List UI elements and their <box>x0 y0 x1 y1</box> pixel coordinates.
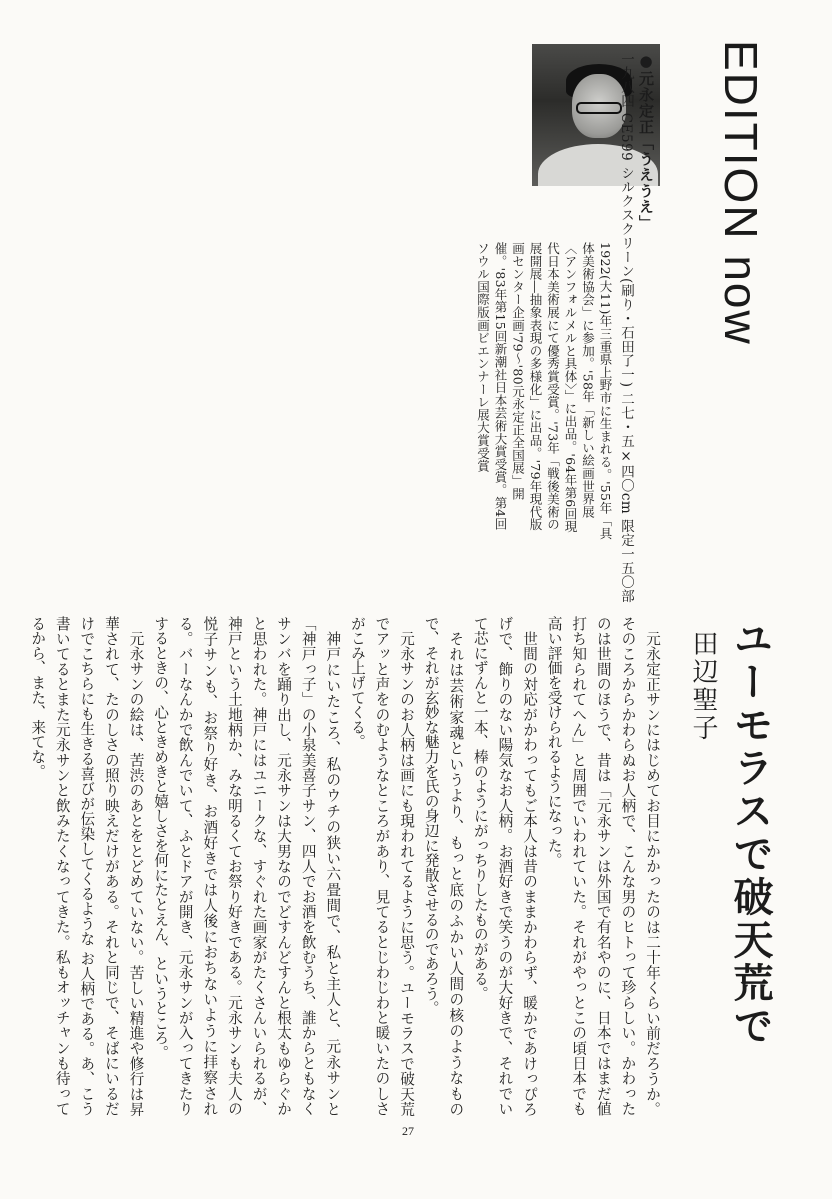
artwork-title: ●元永定正「うえうえ」 <box>637 52 655 231</box>
section-heading: EDITION now <box>715 40 767 346</box>
essay-paragraph: 世間の対応がかわってもご本人は昔のままかわらず、暖かであけっぴろげで、飾りのない陽気なお人柄。お酒好きで笑うのが大好きで、それでいて芯にずんと一本、棒のようにがっちりしたものがある。 <box>471 616 539 1116</box>
essay-author: 田辺聖子 <box>688 630 718 742</box>
essay-paragraph: 神戸にいたころ、私のウチの狭い六畳間で、私と主人と、元永サンと「神戸っ子」の小泉美喜子サン、四人でお酒を飲むうち、誰からともなくサンバを踊り出し、元永サンは大男なのでどすんどすんと根太もゆらぐかと思われた。神戸にはユニークな、すぐれた画家がたくさんいられるが、神戸という土地柄か、みな明るくてお祭り好きである。元永サンも夫人の悦子サンも、お祭り好き、お酒好きでは人後におちないように拝察される。バーなんかで飲んでいて、ふとドアが開き、元永サンが入ってきたりするときの、心ときめきと嬉しさを何にたとえん、というところ。 <box>152 616 342 1116</box>
artwork-spec: 一九八四 CE599 シルクスクリーン(刷り・石田了一) 二七・五×四〇cm 限定一五〇部 <box>618 52 634 604</box>
page-number: 27 <box>402 1124 414 1138</box>
essay-paragraph: 元永サンのお人柄は画にも現われてるように思う。ユーモラスで破天荒でアッと声をのむようなところがあり、見てるとじわじわと暖いたのしさがこみ上げてくる。 <box>348 616 416 1116</box>
essay-paragraph: 元永サンの絵は、苦渋のあとをとどめていない。苦しい精進や修行は昇華されて、たのしさの照り映えだけがある。それと同じで、そばにいるだけでこちらにも生きる喜びが伝染してくるような お人柄である。あ、こう書いてるとまた元永サンと飲みたくなってきた。私もオッチャンも待ってるから、また、来てな。 <box>29 616 145 1116</box>
essay-body <box>25 616 664 1116</box>
artist-bio: 1922(大11)年三重県上野市に生まれる。'55年「具体美術協会」に参加。'58年「新しい絵画世界展〈アンフォルメルと具体〉」に出品。'64年第6回現代日本美術展にて優秀賞受賞。'73年「戦後美術の展開展―抽象表現の多様化」に出品。'79年現代版画センター企画'79〜'80元永定正全国展」開催。'83年第15回新潮社日本芸術大賞受賞。第4回ソウル国際版画ビエンナーレ展大賞受賞 <box>475 242 613 540</box>
essay-paragraph: 元永定正サンにはじめてお目にかかったのは二十年くらい前だろうか。そのころからかわらぬお人柄で、こんな男のヒトって珍らしい。かわったのは世間のほうで、昔は「元永サンは外国で有名やのに、日本ではまだ値打ち知られてへん」と周囲でいわれていた。それがやっとこの頃日本でも高い評価を受けられるようになった。 <box>545 616 661 1116</box>
essay-title: ユーモラスで破天荒で <box>727 618 773 1048</box>
essay-paragraph: それは芸術家魂というより、もっと底のふかい人間の核のようなもので、それが玄妙な魅力を氏の身辺に発散させるのであろう。 <box>422 616 465 1116</box>
